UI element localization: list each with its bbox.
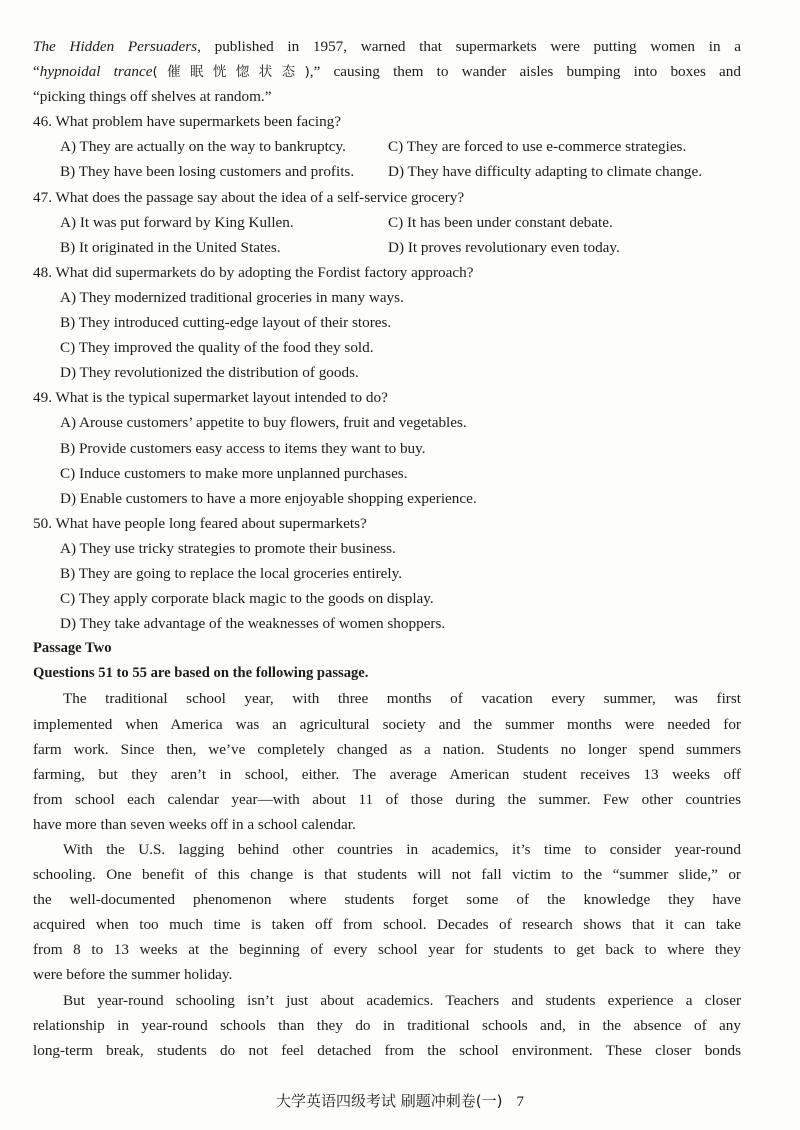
answer-option: C) They are forced to use e-commerce strategies.: [388, 138, 687, 156]
answer-option: B) They introduced cutting-edge layout of their stores.: [60, 314, 392, 332]
answer-option: B) Provide customers easy access to items they want to buy.: [60, 439, 426, 457]
passage-line: were before the summer holiday.: [33, 966, 233, 984]
answer-option: A) They are actually on the way to bankruptcy.: [60, 138, 346, 156]
section-title: Passage Two: [33, 640, 112, 657]
passage-paragraph: [33, 988, 741, 1063]
question-stem: 50. What have people long feared about supermarkets?: [33, 514, 367, 532]
trance-term: hypnoidal trance: [39, 63, 153, 81]
answer-option: B) It originated in the United States.: [60, 238, 281, 256]
answer-option: C) They improved the quality of the food they sold.: [60, 339, 374, 357]
passage-line: from school each calendar year—with about 11 of those during the summer. Few other countries: [33, 790, 741, 808]
question-list: [33, 109, 741, 636]
answer-option: A) They use tricky strategies to promote their business.: [60, 539, 396, 557]
answer-option: B) They have been losing customers and profits.: [60, 163, 355, 181]
passage-line: schooling. One benefit of this change is that students will not fall victim to the “summer slide,” or: [33, 866, 741, 884]
passage-line: But year-round schooling isn’t just about academics. Teachers and students experience a closer: [63, 991, 741, 1009]
question-stem: 48. What did supermarkets do by adopting the Fordist factory approach?: [33, 263, 474, 281]
passage-paragraph: [33, 686, 741, 837]
book-title: The Hidden Persuaders: [33, 38, 198, 55]
answer-option: D) They take advantage of the weaknesses of women shoppers.: [60, 615, 446, 633]
answer-option: D) It proves revolutionary even today.: [388, 238, 620, 256]
passage-line: implemented when America was an agricultural society and the summer months were needed for: [33, 715, 741, 733]
passage-body: [33, 686, 741, 1062]
passage-line: acquired when too much time is taken off from school. Decades of research shows that it can take: [33, 916, 741, 934]
passage-line: The traditional school year, with three months of vacation every summer, was first: [63, 690, 741, 708]
intro-line-3: “picking things off shelves at random.”: [33, 88, 272, 106]
answer-option: A) It was put forward by King Kullen.: [60, 213, 294, 231]
passage-line: relationship in year-round schools than they do in traditional schools and, in the absence of any: [33, 1016, 741, 1034]
passage-line: the well-documented phenomenon where students forget some of the knowledge they have: [33, 891, 741, 909]
answer-option: D) They revolutionized the distribution of goods.: [60, 364, 359, 382]
answer-option: A) They modernized traditional groceries in many ways.: [60, 288, 404, 306]
passage-paragraph: [33, 837, 741, 988]
question-stem: 46. What problem have supermarkets been facing?: [33, 113, 341, 131]
passage-line: With the U.S. lagging behind other countries in academics, it’s time to consider year-round: [63, 841, 741, 858]
chinese-gloss: (催眠恍惚状态): [152, 64, 310, 81]
question-stem: 47. What does the passage say about the idea of a self-service grocery?: [33, 188, 465, 206]
section-instruction: Questions 51 to 55 are based on the following passage.: [33, 665, 369, 682]
intro-block: [33, 34, 741, 109]
page-footer: [0, 1090, 800, 1111]
passage-line: from 8 to 13 weeks at the beginning of every school year for students to get back to where they: [33, 941, 741, 959]
passage-line: farming, but they aren’t in school, either. The average American student receives 13 weeks off: [33, 765, 741, 783]
page-content: [33, 34, 741, 1063]
option-row: [33, 235, 741, 260]
answer-option: C) They apply corporate black magic to the goods on display.: [60, 590, 434, 608]
answer-option: A) Arouse customers’ appetite to buy flowers, fruit and vegetables.: [60, 414, 467, 432]
passage-line: long-term break, students do not feel detached from the school environment. These closer bonds: [33, 1041, 741, 1059]
answer-option: C) Induce customers to make more unplanned purchases.: [60, 464, 408, 482]
option-row: [33, 210, 741, 235]
question-stem: 49. What is the typical supermarket layout intended to do?: [33, 389, 388, 407]
intro-line-2: “hypnoidal trance(催眠恍惚状态),” causing them to wander aisles bumping into boxes and: [33, 63, 741, 81]
page-number: 7: [516, 1094, 524, 1110]
passage-line: farm work. Since then, we’ve completely changed as a nation. Students no longer spend summers: [33, 740, 741, 758]
option-row: [33, 134, 741, 159]
answer-option: D) Enable customers to have a more enjoyable shopping experience.: [60, 489, 477, 507]
answer-option: B) They are going to replace the local groceries entirely.: [60, 564, 402, 582]
answer-option: C) It has been under constant debate.: [388, 213, 613, 231]
passage-line: have more than seven weeks off in a school calendar.: [33, 815, 356, 833]
answer-option: D) They have difficulty adapting to climate change.: [388, 163, 703, 181]
footer-title: 大学英语四级考试 刷题冲刺卷(一): [276, 1092, 503, 1110]
intro-line-1: The Hidden Persuaders, published in 1957, warned that supermarkets were putting women in a: [33, 38, 741, 55]
option-row: [33, 159, 741, 184]
